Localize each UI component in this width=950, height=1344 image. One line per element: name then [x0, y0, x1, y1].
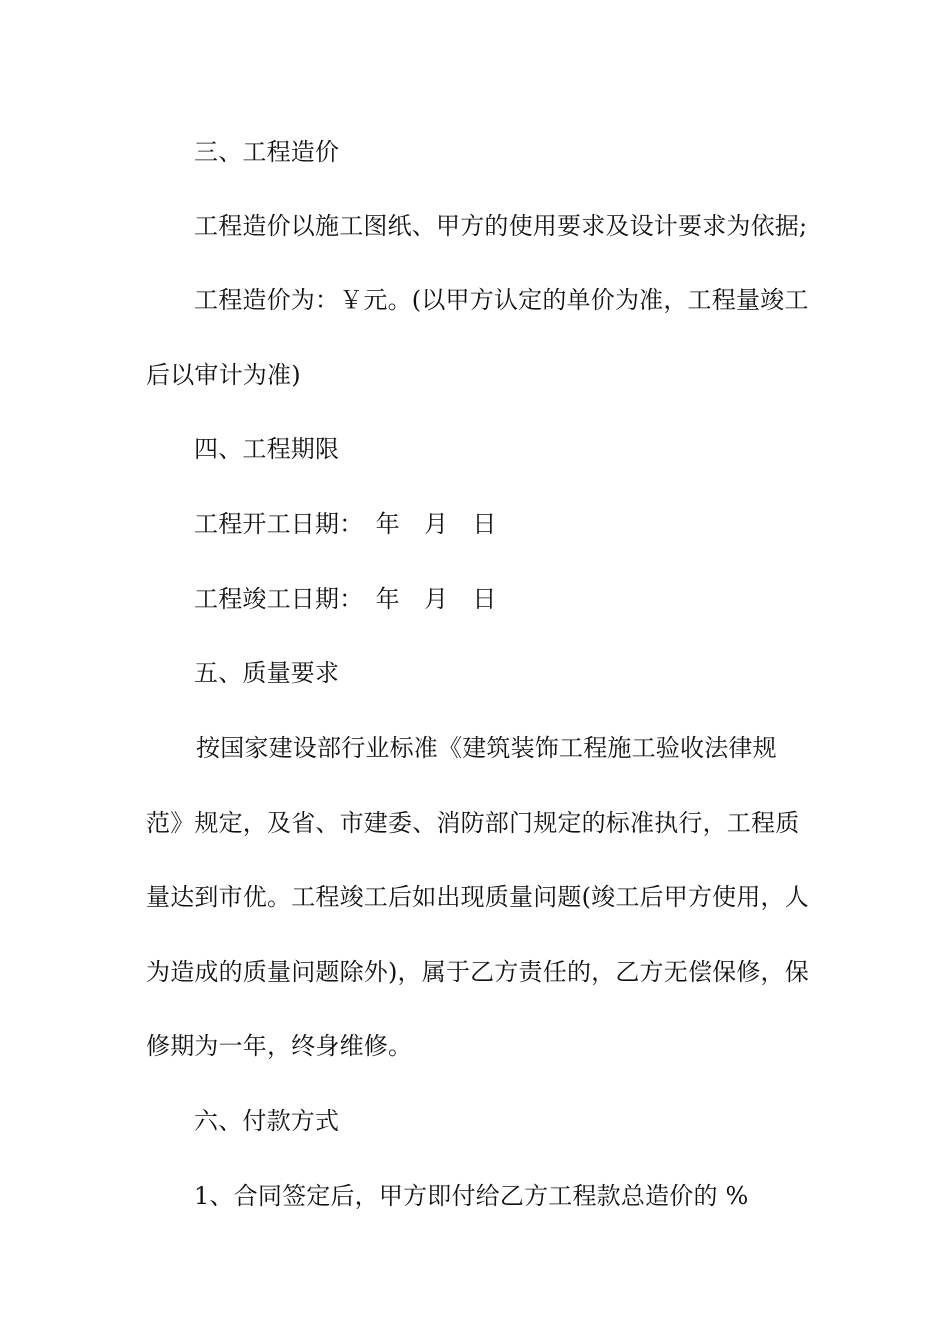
paragraph-quality-line-4: 为造成的质量问题除外)，属于乙方责任的，乙方无偿保修，保: [146, 958, 809, 986]
completion-date-line: 工程竣工日期： 年 月 日: [194, 585, 497, 613]
paragraph-quality-line-1: 按国家建设部行业标准《建筑装饰工程施工验收法律规: [196, 734, 777, 762]
paragraph-cost-amount-line-1: 工程造价为：￥元。(以甲方认定的单价为准，工程量竣工: [194, 286, 809, 314]
paragraph-cost-amount-line-2: 后以审计为准): [146, 361, 301, 389]
paragraph-quality-line-5: 修期为一年，终身维修。: [146, 1032, 413, 1060]
paragraph-quality-line-2: 范》规定，及省、市建委、消防部门规定的标准执行，工程质: [146, 809, 800, 837]
section-heading-cost: 三、工程造价: [194, 138, 340, 166]
paragraph-quality-line-3: 量达到市优。工程竣工后如出现质量问题(竣工后甲方使用，人: [146, 883, 809, 911]
start-date-line: 工程开工日期： 年 月 日: [194, 510, 497, 538]
section-heading-payment: 六、付款方式: [194, 1107, 340, 1135]
section-heading-period: 四、工程期限: [194, 435, 340, 463]
payment-item-1: 1、合同签定后，甲方即付给乙方工程款总造价的 %: [194, 1182, 749, 1210]
section-heading-quality: 五、质量要求: [194, 659, 340, 687]
paragraph-cost-basis: 工程造价以施工图纸、甲方的使用要求及设计要求为依据;: [194, 212, 808, 240]
